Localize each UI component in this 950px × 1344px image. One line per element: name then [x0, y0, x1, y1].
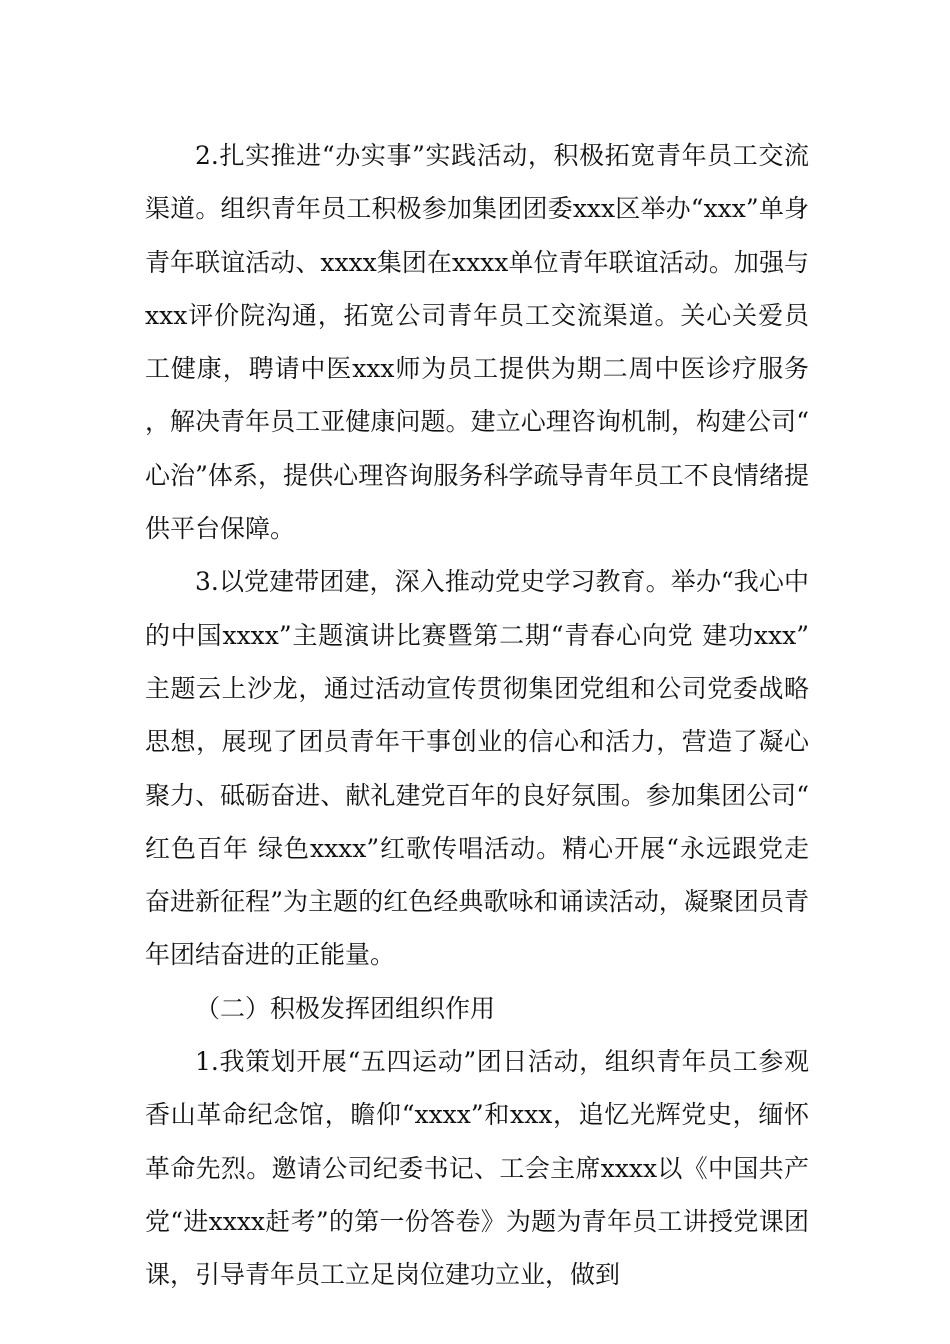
- paragraph-practice-activities: 2.扎实推进“办实事”实践活动，积极拓宽青年员工交流渠道。组织青年员工积极参加集团团委xxx区举办“xxx”单身青年联谊活动、xxxx集团在xxxx单位青年联谊活动。加强与xxx评价院沟通，拓宽公司青年员工交流渠道。关心关爱员工健康，聘请中医xxx师为员工提供为期二周中医诊疗服务，解决青年员工亚健康问题。建立心理咨询机制，构建公司“心治”体系，提供心理咨询服务科学疏导青年员工不良情绪提供平台保障。: [145, 141, 809, 544]
- paragraph-may-fourth-activity: 1.我策划开展“五四运动”团日活动，组织青年员工参观香山革命纪念馆，瞻仰“xxxx”和xxx，追忆光辉党史，缅怀革命先烈。邀请公司纪委书记、工会主席xxxx以《中国共产党“进xxxx赶考”的第一份答卷》为题为青年员工讲授党课团课，引导青年员工立足岗位建功立业，做到: [145, 1047, 809, 1290]
- section-heading: （二）积极发挥团组织作用: [195, 993, 496, 1023]
- document-page: [145, 129, 809, 1302]
- paragraph-party-history-education: 3.以党建带团建，深入推动党史学习教育。举办“我心中的中国xxxx”主题演讲比赛暨第二期“青春心向党 建功xxx”主题云上沙龙，通过活动宣传贯彻集团党组和公司党委战略思想，展现了团员青年干事创业的信心和活力，营造了凝心聚力、砥砺奋进、献礼建党百年的良好氛围。参加集团公司“红色百年 绿色xxxx”红歌传唱活动。精心开展“永远跟党走 奋进新征程”为主题的红色经典歌咏和诵读活动，凝聚团员青年团结奋进的正能量。: [145, 567, 809, 970]
